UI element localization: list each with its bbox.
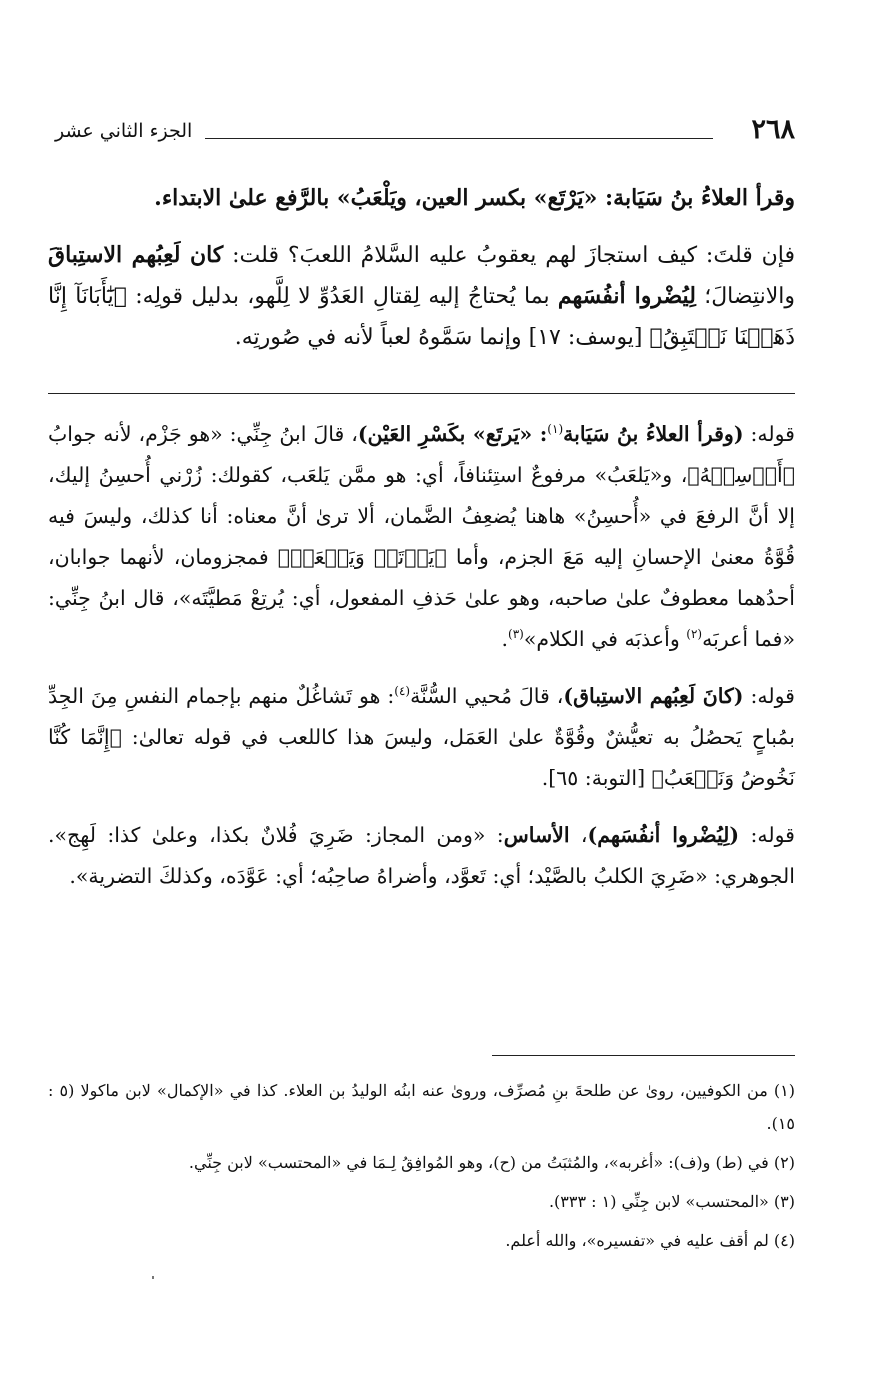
comm-p3-bold-1: (لِيُضْروا أنفُسَهم) — [587, 823, 740, 847]
comm-p1-text-3: وأعذبَه في الكلام» — [523, 627, 687, 651]
main-p2-text-3: بما يُحتاجُ إليه لِقتالِ العَدُوِّ لا لِلَّهو، بدليل قولِه: ﴿يَٰٓأَبَانَآ إِنَّا ذَهَبۡنَا نَسۡتَبِقُ﴾ [يوسف: ١٧] وإنما سَمَّوهُ لعباً لأنه في صُورتِه. — [48, 284, 795, 350]
comm-p3-text-3: : «ومن المجاز: ضَرِيَ فُلانٌ بكذا، وعلىٰ كذا: لَهِج». الجوهري: «ضَرِيَ الكلبُ بالصَّيْد؛ أي: تَعوَّد، وأضراهُ صاحِبُه؛ أي: عَوَّدَه، وكذلكَ التضرية». — [48, 823, 795, 888]
page-number: ٢٦٨ — [751, 114, 795, 145]
footnote-ref-1: (١) — [547, 422, 564, 437]
comm-p2-bold-1: (كانَ لَعِبُهم الاستِباق) — [563, 684, 744, 708]
footnote-separator-rule — [492, 1055, 795, 1056]
footnote-ref-2: (٢) — [686, 627, 703, 642]
scan-speck — [152, 1276, 154, 1279]
main-paragraph-2 — [48, 235, 795, 358]
page-header — [55, 112, 795, 156]
main-paragraph-1 — [48, 178, 795, 219]
comm-p3-bold-2: الأساس — [503, 823, 570, 847]
comm-p2-text-3: : هو تَشاغُلٌ منهم بإجمام النفسِ مِنَ الجِدِّ بمُباحٍ يَحصُلُ به تعيُّشٌ وقُوَّةٌ علىٰ العَمَل، وليسَ هذا كاللعب في قوله تعالىٰ: ﴿إِنَّمَا كُنَّا نَخُوضُ وَنَلۡعَبُ﴾ [التوبة: ٦٥]. — [48, 684, 795, 790]
comm-p2-text-2: ، قالَ مُحيي السُّنَّة — [410, 684, 564, 708]
comm-p3-text-1: قوله: — [739, 823, 795, 847]
header-rule — [205, 138, 713, 139]
footnote-ref-3: (٣) — [508, 627, 524, 642]
comm-p2-text-1: قوله: — [743, 684, 795, 708]
footnote-2: (٢) في (ط) و(ف): «أغربه»، والمُثبَتُ من (ح)، وهو المُوافِقُ لِـمَا في «المحتسب» لابن جِنِّي. — [188, 1153, 795, 1172]
footnote-4: (٤) لم أقف عليه في «تفسيره»، والله أعلم. — [505, 1231, 795, 1250]
commentary-paragraph-3 — [48, 815, 795, 897]
commentary-paragraph-1 — [48, 414, 795, 660]
running-title: الجزء الثاني عشر — [55, 120, 193, 142]
commentary — [48, 414, 795, 913]
comm-p1-text-2: ، قالَ ابنُ جِنِّي: «هو جَزْم، لأنه جوابُ ﴿أَرۡسِلۡهُ﴾، و«يَلعَبُ» مرفوعٌ استِئنافاً، أي: هو ممَّن يَلعَب، كقولك: زُرْني أُحسِنُ إليك، إلا أنَّ الرفعَ في «أُحسِنُ» هاهنا يُضعِفُ الضَّمان، ألا ترىٰ أنَّ معناه: أنا كذلك، وليسَ فيه قُوَّةُ معنىٰ الإحسانِ إليه مَعَ الجزم، وأما ﴿يَرۡتَعۡ وَيَلۡعَبۡ﴾ فمجزومان، لأنهما جوابان، أحدُهما معطوفٌ علىٰ صاحبه، وهو علىٰ حَذفِ المفعول، أي: يُرتِعْ مَطيَّتَه»، قال ابنُ جِنِّي: «فما أعربَه — [48, 422, 795, 651]
main-p1-text: وقرأ العلاءُ بنُ سَيَابة: «يَرْتَع» بكسر العين، ويَلْعَبُ» بالرَّفع علىٰ الابتداء. — [154, 185, 795, 211]
footnotes — [48, 1074, 795, 1263]
main-text — [48, 178, 795, 374]
footnote-ref-4: (٤) — [394, 684, 411, 699]
main-p2-bold-2: لِيُضْروا أنفُسَهم — [557, 283, 696, 309]
main-separator-rule — [48, 393, 795, 394]
main-p2-bold-1: كان لَعِبُهم الاستِباقَ — [48, 242, 224, 268]
comm-p1-bold-1: (وقرأ العلاءُ بنُ سَيَابة — [563, 422, 744, 446]
comm-p1-text-1: قوله: — [743, 422, 795, 446]
footnote-1: (١) من الكوفيين، روىٰ عن طلحةَ بنِ مُصرِّف، ورویٰ عنه ابنُه الوليدُ بن العلاء. كذا في «الإكمال» لابن ماكولا (٥ : ١٥). — [48, 1081, 795, 1133]
comm-p1-bold-2: : «يَرتَع» بكَسْرِ العَيْن) — [357, 422, 548, 446]
main-p2-text-1: فإن قلتَ: كيف استجازَ لهم يعقوبُ عليه السَّلامُ اللعبَ؟ قلت: — [223, 243, 795, 268]
comm-p1-text-4: . — [501, 627, 508, 651]
commentary-paragraph-2 — [48, 676, 795, 799]
comm-p3-text-2: ، — [569, 823, 588, 847]
main-p2-text-2: والانتِضالَ؛ — [695, 284, 796, 309]
footnote-3: (٣) «المحتسب» لابن جِنِّي (١ : ٣٣٣). — [548, 1192, 795, 1211]
